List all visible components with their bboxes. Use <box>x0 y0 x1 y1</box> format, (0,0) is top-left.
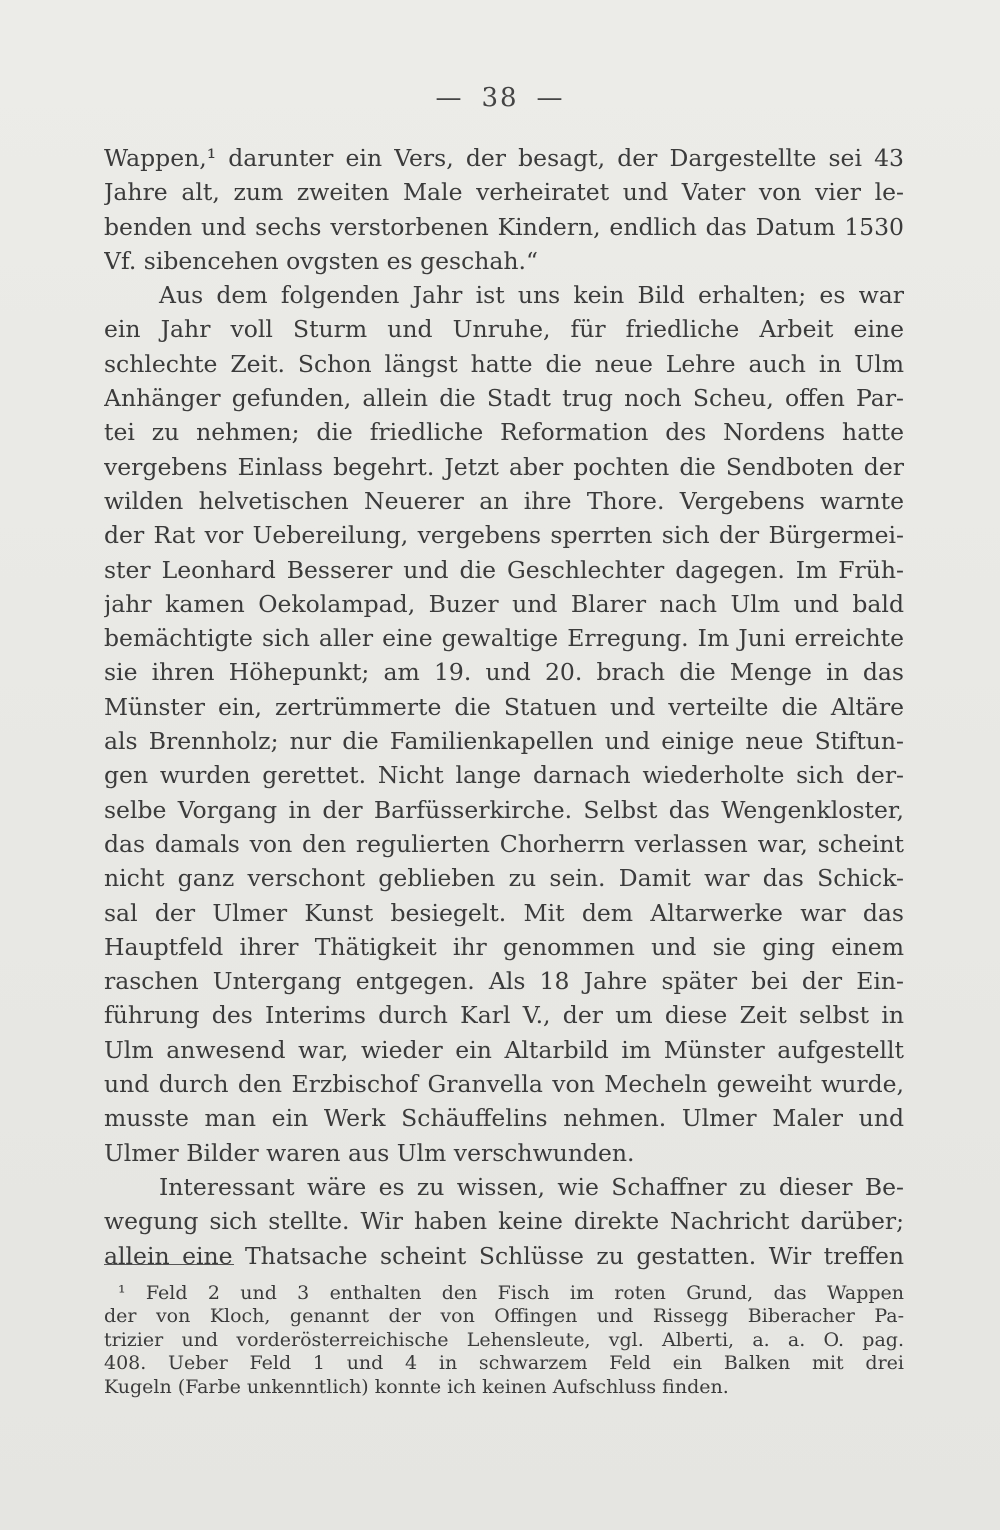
text-line: Hauptfeld ihrer Thätigkeit ihr genommen und sie ging einem <box>104 932 904 961</box>
text-line: ein Jahr voll Sturm und Unruhe, für friedliche Arbeit eine <box>104 315 904 344</box>
text-line: als Brennholz; nur die Familienkapellen und einige neue Stiftun- <box>104 727 904 756</box>
footnote-line: 408. Ueber Feld 1 und 4 in schwarzem Feld ein Balken mit drei <box>104 1352 904 1375</box>
header-dash-right: — <box>536 83 565 113</box>
text-line: allein eine Thatsache scheint Schlüsse zu gestatten. Wir treffen <box>104 1241 904 1270</box>
footnote-line: Kugeln (Farbe unkenntlich) konnte ich keinen Aufschluss finden. <box>104 1375 729 1398</box>
text-line: jahr kamen Oekolampad, Buzer und Blarer nach Ulm und bald <box>104 589 904 618</box>
text-line: bemächtigte sich aller eine gewaltige Erregung. Im Juni erreichte <box>104 624 904 653</box>
page-header <box>0 83 1000 113</box>
text-line: wegung sich stellte. Wir haben keine direkte Nachricht darüber; <box>104 1207 904 1236</box>
text-line: das damals von den regulierten Chorherrn verlassen war, scheint <box>104 829 904 858</box>
text-line: und durch den Erzbischof Granvella von Mecheln geweiht wurde, <box>104 1070 904 1099</box>
footnote-line: ¹ Feld 2 und 3 enthalten den Fisch im roten Grund, das Wappen <box>118 1282 904 1304</box>
text-line: Anhänger gefunden, allein die Stadt trug noch Scheu, offen Par- <box>104 384 904 413</box>
text-line: sal der Ulmer Kunst besiegelt. Mit dem Altarwerke war das <box>104 898 904 927</box>
text-line: Aus dem folgenden Jahr ist uns kein Bild erhalten; es war <box>159 281 904 310</box>
text-line: Ulm anwesend war, wieder ein Altarbild im Münster aufgestellt <box>104 1035 904 1064</box>
text-line: führung des Interims durch Karl V., der um diese Zeit selbst in <box>104 1001 904 1030</box>
text-line: musste man ein Werk Schäuffelins nehmen. Ulmer Maler und <box>104 1104 904 1133</box>
text-line: benden und sechs verstorbenen Kindern, endlich das Datum 1530 <box>104 212 904 241</box>
footnote-separator <box>104 1264 234 1265</box>
text-line: vergebens Einlass begehrt. Jetzt aber pochten die Sendboten der <box>104 452 904 481</box>
text-line: Vf. sibencehen ovgsten es geschah.“ <box>104 246 539 275</box>
footnotes <box>104 1282 904 1399</box>
footnote-line: trizier und vorderösterreichische Lehensleute, vgl. Alberti, a. a. O. pag. <box>104 1328 904 1351</box>
text-line: sie ihren Höhepunkt; am 19. und 20. brach die Menge in das <box>104 658 904 687</box>
text-line: der Rat vor Uebereilung, vergebens sperrten sich der Bürgermei- <box>104 521 904 550</box>
text-line: Münster ein, zertrümmerte die Statuen und verteilte die Altäre <box>104 692 904 721</box>
text-line: selbe Vorgang in der Barfüsserkirche. Selbst das Wengenkloster, <box>104 795 904 824</box>
text-line: Wappen,¹ darunter ein Vers, der besagt, der Dargestellte sei 43 <box>104 144 904 172</box>
body-text <box>104 141 904 1273</box>
text-line: ster Leonhard Besserer und die Geschlechter dagegen. Im Früh- <box>104 555 904 584</box>
text-line: schlechte Zeit. Schon längst hatte die neue Lehre auch in Ulm <box>104 349 904 378</box>
text-line: tei zu nehmen; die friedliche Reformation des Nordens hatte <box>104 418 904 447</box>
text-line: raschen Untergang entgegen. Als 18 Jahre später bei der Ein- <box>104 967 904 996</box>
text-line: Ulmer Bilder waren aus Ulm verschwunden. <box>104 1138 635 1167</box>
text-line: Jahre alt, zum zweiten Male verheiratet und Vater von vier le- <box>104 178 904 207</box>
footnote-line: der von Kloch, genannt der von Offingen und Rissegg Biberacher Pa- <box>104 1305 904 1328</box>
text-line: nicht ganz verschont geblieben zu sein. Damit war das Schick- <box>104 864 904 893</box>
text-line: wilden helvetischen Neuerer an ihre Thore. Vergebens warnte <box>104 486 904 515</box>
page-number: 38 <box>481 83 519 113</box>
text-line: Interessant wäre es zu wissen, wie Schaffner zu dieser Be- <box>159 1172 904 1201</box>
text-line: gen wurden gerettet. Nicht lange darnach wiederholte sich der- <box>104 761 904 790</box>
header-dash-left: — <box>435 83 464 113</box>
